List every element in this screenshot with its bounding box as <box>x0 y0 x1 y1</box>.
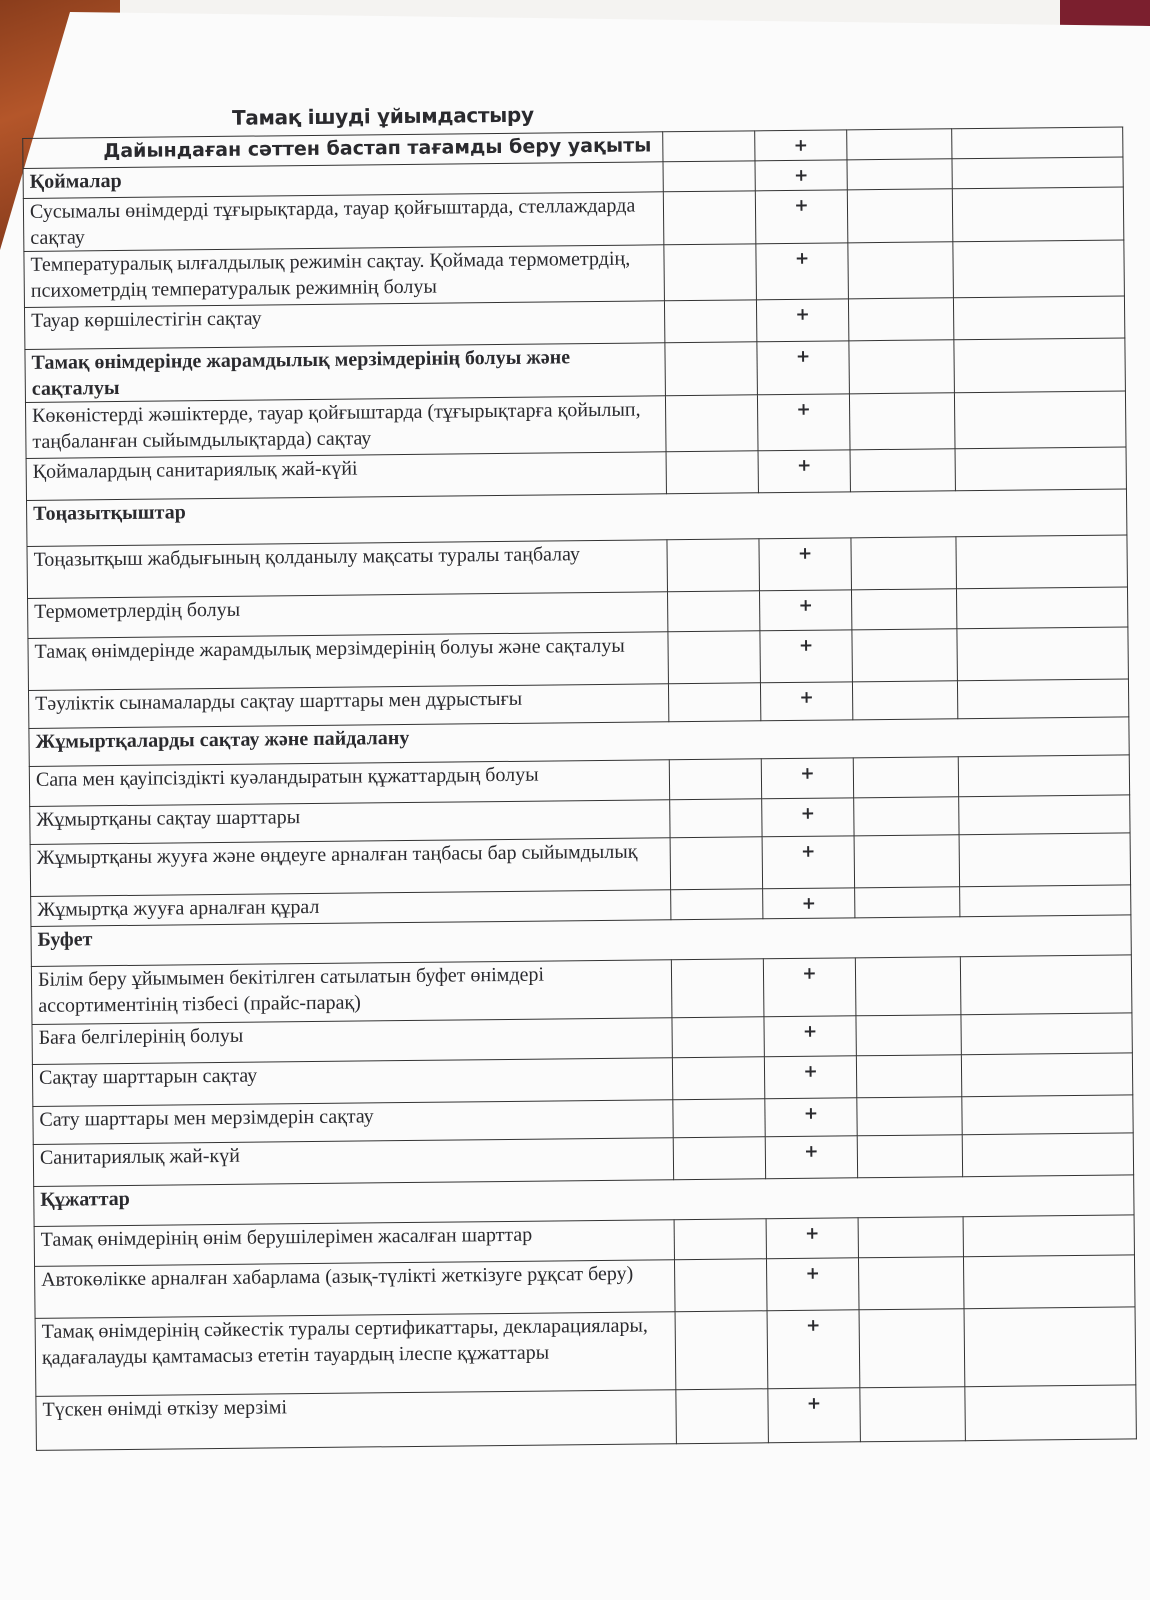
empty-cell <box>663 131 755 162</box>
empty-cell <box>958 755 1129 797</box>
check-mark: + <box>760 630 853 683</box>
empty-cell <box>854 835 960 888</box>
item-description: Қоймалардың санитариялық жай-күйі <box>26 452 666 501</box>
checklist-table <box>22 126 1137 1450</box>
check-mark: + <box>755 130 847 161</box>
item-description: Жұмыртқаны сақтау шарттары <box>30 800 670 845</box>
empty-cell <box>855 957 961 1016</box>
item-description: Тоңазытқыш жабдығының қолданылу мақсаты туралы таңбалау <box>27 540 668 599</box>
empty-cell <box>962 1095 1133 1135</box>
item-description: Санитариялық жай-күй <box>33 1138 673 1187</box>
empty-cell <box>857 1135 962 1178</box>
empty-cell <box>960 885 1131 917</box>
empty-cell <box>853 757 958 798</box>
empty-cell <box>856 1055 961 1098</box>
empty-cell <box>848 298 953 341</box>
check-mark: + <box>755 160 847 191</box>
empty-cell <box>854 797 959 836</box>
item-description: Тамақ өнімдерінің сәйкестік туралы сертификаттары, декларациялары, қадағалауды қамтамасыз ететін тауардың ілеспе құжаттары <box>35 1312 676 1397</box>
item-description: Автокөлікке арналған хабарлама (азық-түлікті жеткізуге рұқсат беру) <box>35 1260 676 1319</box>
item-description: Жұмыртқаны жууға және өңдеуге арналған таңбасы бар сыйымдылық <box>30 838 671 897</box>
empty-cell <box>675 1311 768 1390</box>
check-mark: + <box>763 958 856 1017</box>
empty-cell <box>858 1217 963 1258</box>
empty-cell <box>666 451 758 494</box>
empty-cell <box>960 955 1132 1015</box>
check-mark: + <box>766 1258 859 1311</box>
empty-cell <box>674 1259 767 1312</box>
empty-cell <box>954 391 1126 449</box>
check-mark: + <box>756 243 849 300</box>
empty-cell <box>849 393 955 450</box>
document-title: Тамақ ішуді ұйымдастыру <box>231 102 534 130</box>
check-mark: + <box>759 538 852 591</box>
empty-cell <box>953 240 1125 298</box>
section-title: Буфет <box>31 915 1131 967</box>
empty-cell <box>855 887 960 918</box>
empty-cell <box>859 1309 965 1388</box>
empty-cell <box>670 837 763 890</box>
background-object <box>1060 0 1150 26</box>
section-title: Қоймалар <box>23 162 663 199</box>
empty-cell <box>952 157 1123 189</box>
item-description: Түскен өнімді өткізу мерзімі <box>36 1390 677 1451</box>
item-description: Температуралық ылғалдылық режимін сақтау. Қоймада термометрдің, психометрдің температуралык режимнің болуы <box>24 245 665 308</box>
item-description: Термометрлердің болуы <box>28 592 668 639</box>
empty-cell <box>954 338 1126 393</box>
empty-cell <box>964 1307 1136 1387</box>
empty-cell <box>663 191 756 245</box>
check-mark: + <box>763 888 855 919</box>
empty-cell <box>674 1219 766 1260</box>
check-mark: + <box>768 1388 861 1443</box>
empty-cell <box>676 1389 769 1444</box>
empty-cell <box>963 1215 1134 1257</box>
section-title: Жұмыртқаларды сақтау және пайдалану <box>29 717 1129 767</box>
empty-cell <box>852 681 957 720</box>
check-mark: + <box>767 1310 860 1389</box>
check-mark: + <box>766 1218 858 1259</box>
empty-cell <box>955 447 1126 491</box>
item-description: Дайындаған сәттен бастап тағамды беру уақыты <box>23 132 663 169</box>
empty-cell <box>961 1053 1132 1097</box>
empty-cell <box>952 127 1123 159</box>
item-description: Сапа мен қауіпсіздікті куәландыратын құжаттардың болуы <box>29 760 669 807</box>
empty-cell <box>668 631 761 684</box>
check-mark: + <box>757 341 850 395</box>
empty-cell <box>965 1385 1137 1441</box>
empty-cell <box>665 342 758 396</box>
empty-cell <box>852 629 958 682</box>
item-description: Сақтау шарттарын сақтау <box>32 1058 672 1107</box>
empty-cell <box>672 1057 764 1100</box>
item-description: Тауар көршілестігін сақтау <box>24 301 664 350</box>
empty-cell <box>953 296 1124 340</box>
item-description: Жұмыртқа жууға арналған құрал <box>31 890 671 927</box>
check-mark: + <box>760 682 852 721</box>
table-row <box>35 1307 1136 1397</box>
empty-cell <box>956 535 1128 589</box>
check-mark: + <box>759 590 851 631</box>
item-description: Тамақ өнімдерінде жарамдылық мерзімдерінің болуы және сақталуы <box>28 632 669 691</box>
empty-cell <box>851 589 956 630</box>
check-mark: + <box>762 836 855 889</box>
empty-cell <box>851 537 957 590</box>
empty-cell <box>672 1017 764 1058</box>
item-description: Тамақ өнімдерінде жарамдылық мерзімдерінің болуы және сақталуы <box>25 343 666 403</box>
empty-cell <box>961 1013 1132 1055</box>
item-description: Сату шарттары мен мерзімдерін сақтау <box>33 1100 673 1145</box>
empty-cell <box>962 1133 1133 1177</box>
check-mark: + <box>758 450 850 493</box>
empty-cell <box>952 187 1124 242</box>
empty-cell <box>670 799 762 838</box>
check-mark: + <box>757 394 850 451</box>
item-description: Білім беру ұйымымен бекітілген сатылатын буфет өнімдері ассортиментінің тізбесі (прайс-парақ) <box>31 960 672 1025</box>
empty-cell <box>669 759 761 800</box>
empty-cell <box>957 679 1128 719</box>
item-description: Көкөністерді жәшіктерде, тауар қойғыштарда (тұғырықтарға қойылып, таңбаланған сыйымдылықтарда) сақтау <box>25 396 666 459</box>
check-mark: + <box>762 798 854 837</box>
section-title: Тоңазытқыштар <box>27 489 1127 547</box>
section-title: Құжаттар <box>34 1175 1134 1227</box>
check-mark: + <box>756 299 848 342</box>
check-mark: + <box>765 1098 857 1137</box>
empty-cell <box>847 159 952 190</box>
empty-cell <box>667 591 759 632</box>
empty-cell <box>847 189 953 243</box>
table-row <box>36 1385 1137 1451</box>
check-mark: + <box>764 1056 856 1099</box>
empty-cell <box>858 1257 964 1310</box>
empty-cell <box>957 627 1129 681</box>
item-description: Сусымалы өнімдерді тұғырықтарда, тауар қойғыштарда, стеллаждарда сақтау <box>23 192 664 252</box>
empty-cell <box>664 244 757 301</box>
empty-cell <box>850 449 955 492</box>
item-description: Баға белгілерінің болуы <box>32 1018 672 1065</box>
empty-cell <box>847 129 952 160</box>
empty-cell <box>857 1097 962 1136</box>
empty-cell <box>956 587 1127 629</box>
item-description: Тамақ өнімдерінің өнім берушілерімен жасалған шарттар <box>34 1220 674 1267</box>
check-mark: + <box>764 1016 856 1057</box>
check-mark: + <box>755 190 848 244</box>
empty-cell <box>856 1015 961 1056</box>
item-description: Тәуліктік сынамаларды сақтау шарттары мен дұрыстығы <box>28 684 668 729</box>
empty-cell <box>860 1387 966 1442</box>
empty-cell <box>665 395 758 452</box>
check-mark: + <box>761 758 853 799</box>
empty-cell <box>671 959 764 1018</box>
empty-cell <box>667 539 760 592</box>
empty-cell <box>959 833 1131 887</box>
empty-cell <box>664 300 756 343</box>
empty-cell <box>673 1099 765 1138</box>
empty-cell <box>671 889 763 920</box>
empty-cell <box>963 1255 1135 1309</box>
empty-cell <box>668 683 760 722</box>
empty-cell <box>673 1137 765 1180</box>
empty-cell <box>849 340 955 394</box>
empty-cell <box>959 795 1130 835</box>
check-mark: + <box>765 1136 857 1179</box>
empty-cell <box>848 242 954 299</box>
empty-cell <box>663 161 755 192</box>
